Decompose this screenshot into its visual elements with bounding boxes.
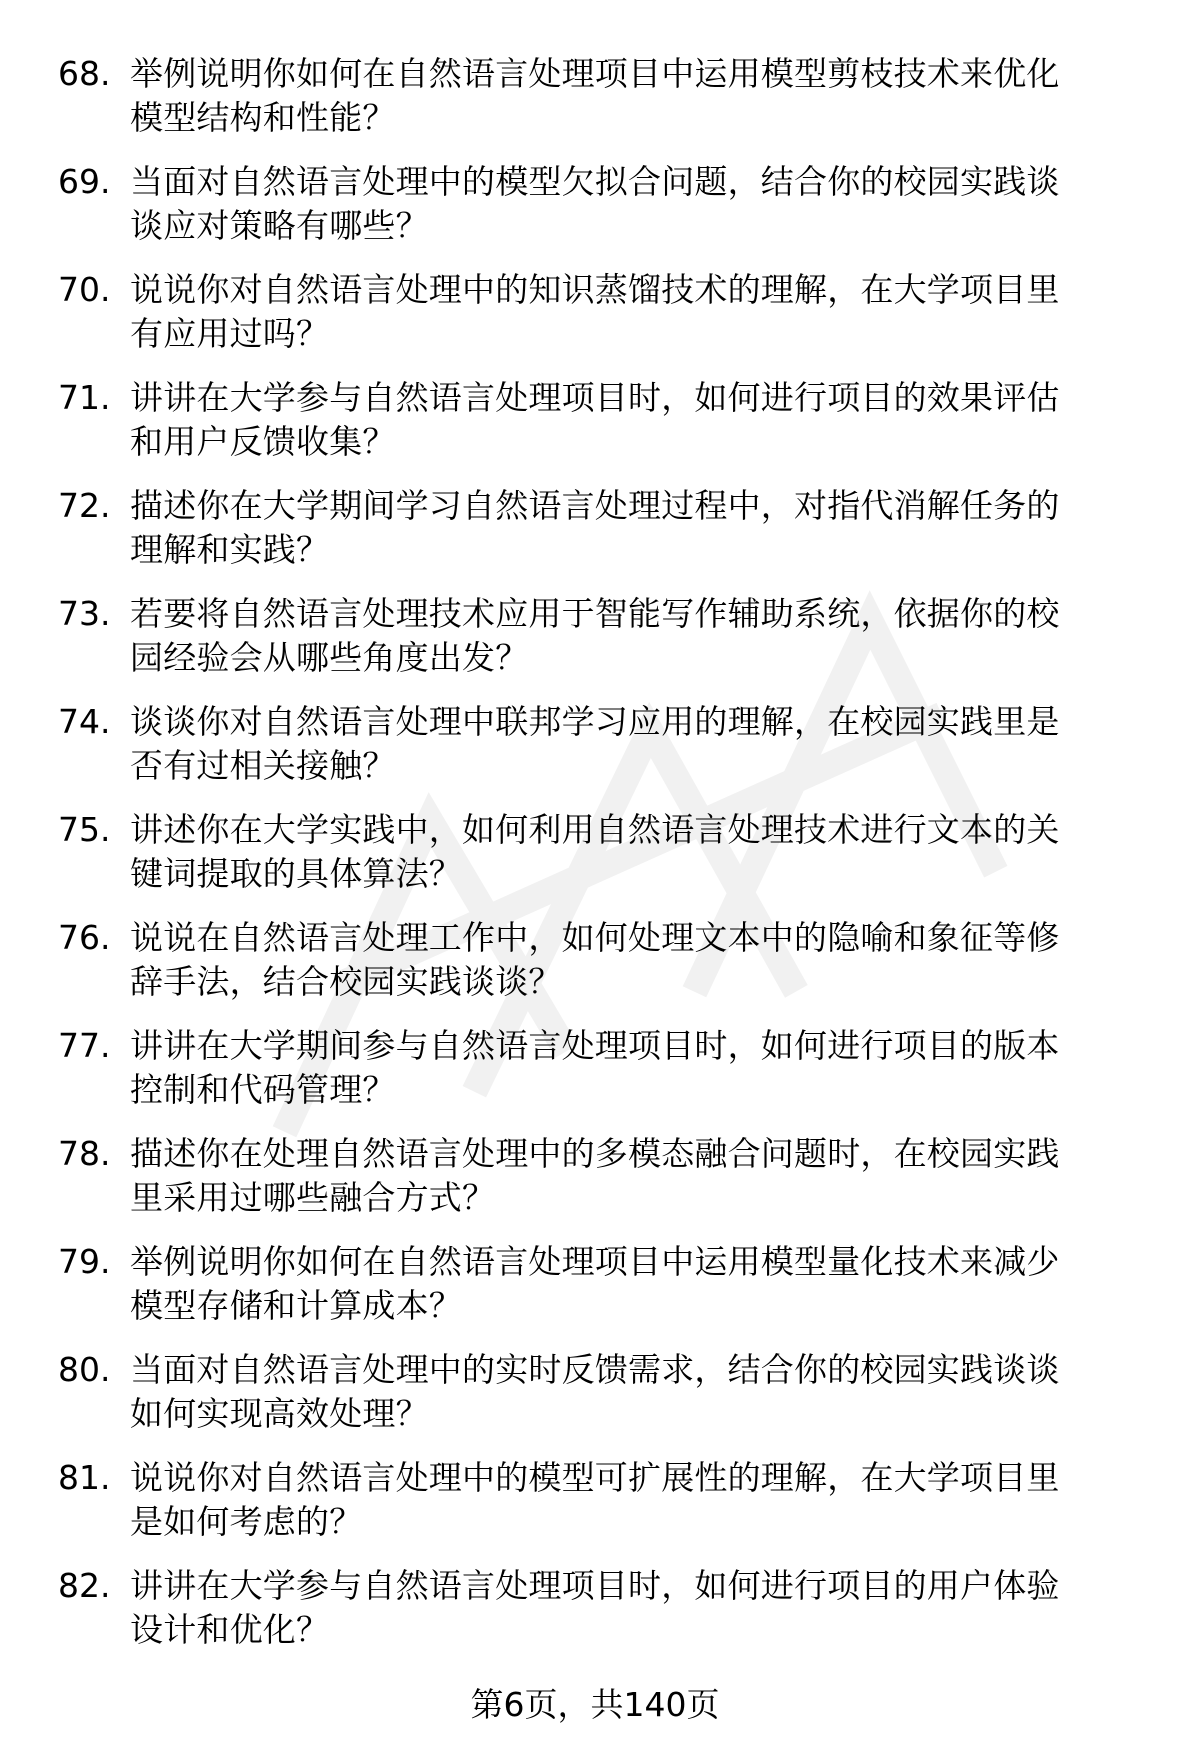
question-line-1: 当面对自然语言处理中的模型欠拟合问题，结合你的校园实践谈 xyxy=(130,162,1060,201)
question-line-2: 和用户反馈收集？ xyxy=(130,422,396,461)
question-line-1: 描述你在大学期间学习自然语言处理过程中，对指代消解任务的 xyxy=(130,486,1060,525)
list-item xyxy=(58,1240,1153,1348)
question-line-2: 如何实现高效处理？ xyxy=(130,1394,429,1433)
question-line-1: 当面对自然语言处理中的实时反馈需求，结合你的校园实践谈谈 xyxy=(130,1350,1060,1389)
question-line-1: 说说在自然语言处理工作中，如何处理文本中的隐喻和象征等修 xyxy=(130,918,1060,957)
question-text xyxy=(130,700,1140,788)
question-number: 68. xyxy=(58,54,111,93)
list-item xyxy=(58,268,1153,376)
question-line-2: 设计和优化？ xyxy=(130,1610,330,1649)
question-line-2: 有应用过吗？ xyxy=(130,314,330,353)
page-number-footer: 第6页，共140页 xyxy=(470,1685,720,1724)
question-text xyxy=(130,484,1140,572)
question-line-1: 讲述你在大学实践中，如何利用自然语言处理技术进行文本的关 xyxy=(130,810,1060,849)
list-item xyxy=(58,808,1153,916)
question-text xyxy=(130,376,1140,464)
question-text xyxy=(130,1132,1140,1220)
question-number: 80. xyxy=(58,1350,111,1389)
question-line-2: 谈应对策略有哪些？ xyxy=(130,206,429,245)
question-number: 76. xyxy=(58,918,111,957)
question-line-1: 讲讲在大学期间参与自然语言处理项目时，如何进行项目的版本 xyxy=(130,1026,1060,1065)
question-list xyxy=(58,52,1153,1672)
list-item xyxy=(58,1456,1153,1564)
question-text xyxy=(130,52,1140,140)
question-number: 71. xyxy=(58,378,111,417)
question-number: 81. xyxy=(58,1458,111,1497)
question-line-1: 说说你对自然语言处理中的知识蒸馏技术的理解，在大学项目里 xyxy=(130,270,1060,309)
question-text xyxy=(130,1564,1140,1652)
list-item xyxy=(58,700,1153,808)
question-line-2: 否有过相关接触？ xyxy=(130,746,396,785)
question-text xyxy=(130,916,1140,1004)
question-line-2: 辞手法，结合校园实践谈谈？ xyxy=(130,962,562,1001)
list-item xyxy=(58,52,1153,160)
question-line-2: 是如何考虑的？ xyxy=(130,1502,363,1541)
list-item xyxy=(58,1132,1153,1240)
question-line-2: 控制和代码管理？ xyxy=(130,1070,396,1109)
question-line-2: 里采用过哪些融合方式？ xyxy=(130,1178,496,1217)
question-line-2: 园经验会从哪些角度出发？ xyxy=(130,638,529,677)
question-number: 72. xyxy=(58,486,111,525)
question-number: 77. xyxy=(58,1026,111,1065)
list-item xyxy=(58,1564,1153,1672)
question-line-1: 说说你对自然语言处理中的模型可扩展性的理解，在大学项目里 xyxy=(130,1458,1060,1497)
list-item xyxy=(58,160,1153,268)
question-number: 78. xyxy=(58,1134,111,1173)
question-number: 82. xyxy=(58,1566,111,1605)
question-line-2: 键词提取的具体算法？ xyxy=(130,854,462,893)
question-line-1: 若要将自然语言处理技术应用于智能写作辅助系统，依据你的校 xyxy=(130,594,1060,633)
question-number: 73. xyxy=(58,594,111,633)
question-line-1: 讲讲在大学参与自然语言处理项目时，如何进行项目的用户体验 xyxy=(130,1566,1060,1605)
question-text xyxy=(130,160,1140,248)
list-item xyxy=(58,592,1153,700)
list-item xyxy=(58,1348,1153,1456)
list-item xyxy=(58,484,1153,592)
list-item xyxy=(58,916,1153,1024)
list-item xyxy=(58,1024,1153,1132)
question-number: 74. xyxy=(58,702,111,741)
question-text xyxy=(130,808,1140,896)
question-text xyxy=(130,1024,1140,1112)
question-text xyxy=(130,592,1140,680)
question-text xyxy=(130,1348,1140,1436)
question-line-1: 谈谈你对自然语言处理中联邦学习应用的理解，在校园实践里是 xyxy=(130,702,1060,741)
question-line-1: 讲讲在大学参与自然语言处理项目时，如何进行项目的效果评估 xyxy=(130,378,1060,417)
question-number: 79. xyxy=(58,1242,111,1281)
question-number: 75. xyxy=(58,810,111,849)
question-line-2: 模型结构和性能？ xyxy=(130,98,396,137)
question-number: 69. xyxy=(58,162,111,201)
question-text xyxy=(130,1240,1140,1328)
list-item xyxy=(58,376,1153,484)
question-line-1: 描述你在处理自然语言处理中的多模态融合问题时，在校园实践 xyxy=(130,1134,1060,1173)
question-text xyxy=(130,1456,1140,1544)
question-line-1: 举例说明你如何在自然语言处理项目中运用模型剪枝技术来优化 xyxy=(130,54,1060,93)
question-line-1: 举例说明你如何在自然语言处理项目中运用模型量化技术来减少 xyxy=(130,1242,1060,1281)
question-line-2: 模型存储和计算成本？ xyxy=(130,1286,462,1325)
question-number: 70. xyxy=(58,270,111,309)
question-text xyxy=(130,268,1140,356)
question-line-2: 理解和实践？ xyxy=(130,530,330,569)
